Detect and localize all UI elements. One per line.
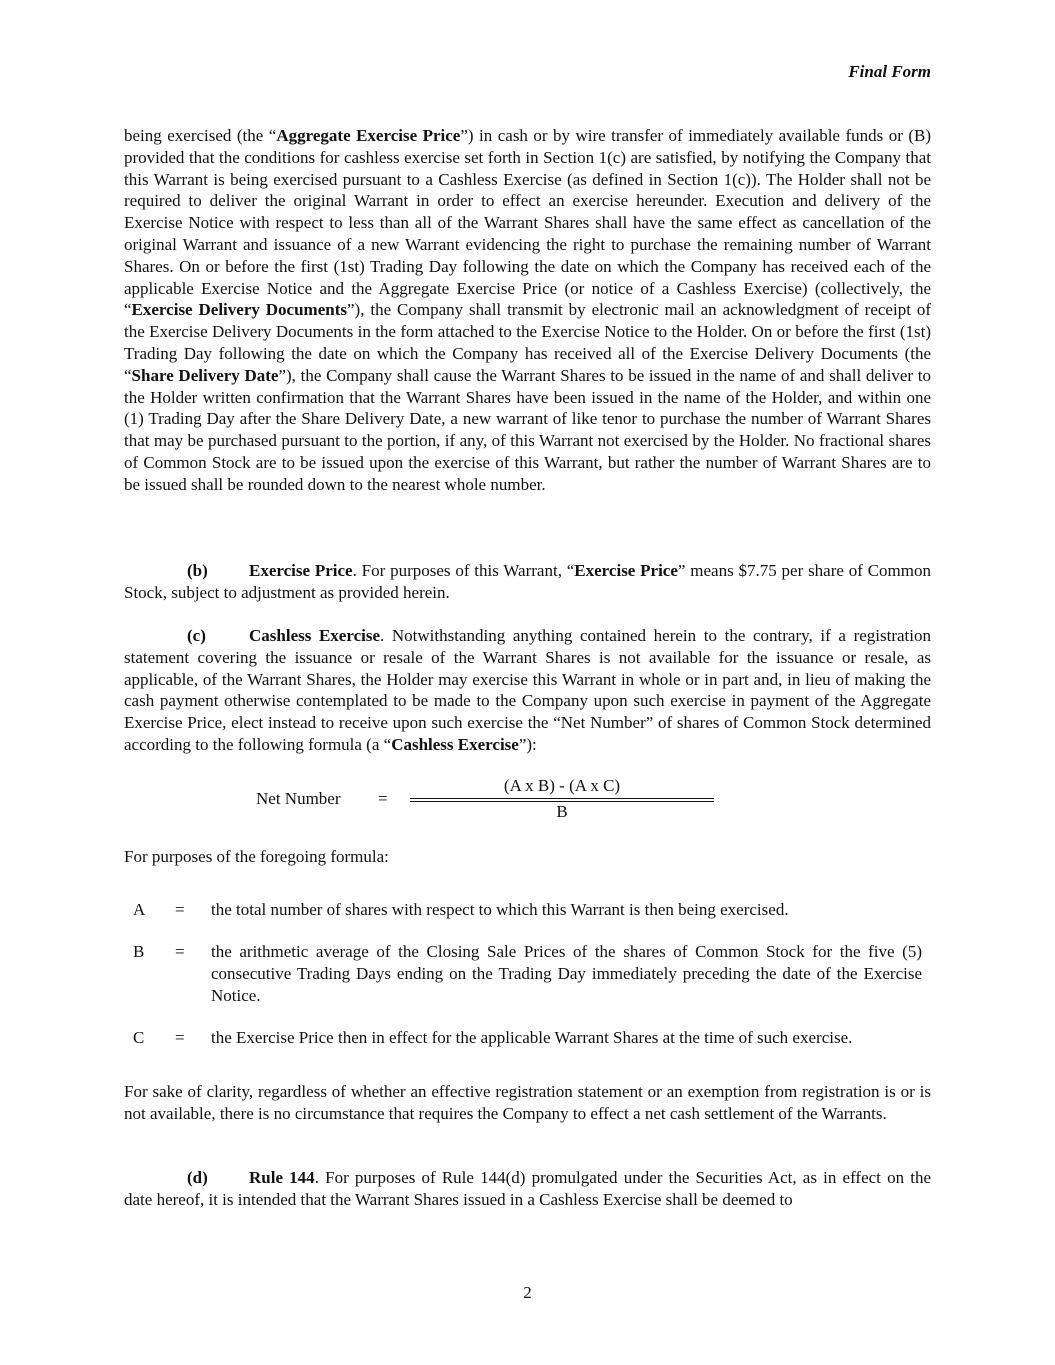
definition-equals: = xyxy=(175,1028,185,1047)
section-number: (b) xyxy=(187,561,208,580)
definition-variable: B xyxy=(133,942,145,961)
document-header: Final Form xyxy=(848,62,931,81)
formula-intro: For purposes of the foregoing formula: xyxy=(124,847,389,866)
page-number: 2 xyxy=(523,1283,532,1302)
formula-equals: = xyxy=(378,789,388,808)
formula-label: Net Number xyxy=(256,789,341,808)
section-heading: Exercise Price xyxy=(249,561,353,580)
formula-denominator: B xyxy=(556,802,568,821)
definition-text: the total number of shares with respect to which this Warrant is then being exercised. xyxy=(211,900,789,919)
definition-variable: A xyxy=(133,900,146,919)
section-heading: Rule 144 xyxy=(249,1168,315,1187)
definition-variable: C xyxy=(133,1028,145,1047)
paragraph-exercise-delivery: being exercised (the “Aggregate Exercise Price”) in cash or by wire transfer of immediately available funds or (B) provided that the conditions for cashless exercise set forth in Section 1(c) are satisfied, by notifying the Company that this Warrant is being exercised pursuant to a Cashless Exercise (as defined in Section 1(c)). The Holder shall not be required to deliver the original Warrant in order to effect an exercise hereunder. Execution and delivery of the Exercise Notice with respect to less than all of the Warrant Shares shall have the same effect as cancellation of the original Warrant and issuance of a new Warrant evidencing the right to purchase the remaining number of Warrant Shares. On or before the first (1st) Trading Day following the date on which the Company has received each of the applicable Exercise Notice and the Aggregate Exercise Price (or notice of a Cashless Exercise) (collectively, the “Exercise Delivery Documents”), the Company shall transmit by electronic mail an acknowledgment of receipt of the Exercise Delivery Documents in the form attached to the Exercise Notice to the Holder. On or before the first (1st) Trading Day following the date on which the Company has received all of the Exercise Delivery Documents (the “Share Delivery Date”), the Company shall cause the Warrant Shares to be issued in the name of and shall deliver to the Holder written confirmation that the Warrant Shares have been issued in the name of the Holder, and within one (1) Trading Day after the Share Delivery Date, a new warrant of like tenor to purchase the number of Warrant Shares that may be purchased pursuant to the portion, if any, of this Warrant not exercised by the Holder. No fractional shares of Common Stock are to be issued upon the exercise of this Warrant, but rather the number of Warrant Shares are to be issued shall be rounded down to the nearest whole number. xyxy=(124,126,931,494)
section-number: (c) xyxy=(187,626,206,645)
clarity-paragraph: For sake of clarity, regardless of whether an effective registration statement or an exemption from registration is or is not available, there is no circumstance that requires the Company to effect a net cash settlement of the Warrants. xyxy=(124,1082,931,1123)
definition-equals: = xyxy=(175,900,185,919)
definition-text: the arithmetic average of the Closing Sale Prices of the shares of Common Stock for the five (5) consecutive Trading Days ending on the Trading Day immediately preceding the date of the Exercise Notice. xyxy=(211,942,922,1005)
section-b-exercise-price: (b) Exercise Price. For purposes of this Warrant, “Exercise Price” means $7.75 per share of Common Stock, subject to adjustment as provided herein. xyxy=(124,561,932,602)
formula-numerator: (A x B) - (A x C) xyxy=(503,776,621,795)
net-number-formula xyxy=(0,776,1055,826)
definition-equals: = xyxy=(175,942,185,961)
section-number: (d) xyxy=(187,1168,208,1187)
section-d-rule-144: (d) Rule 144. For purposes of Rule 144(d) promulgated under the Securities Act, as in effect on the date hereof, it is intended that the Warrant Shares issued in a Cashless Exercise shall be deemed to xyxy=(124,1168,932,1209)
section-c-cashless-exercise: (c) Cashless Exercise. Notwithstanding anything contained herein to the contrary, if a registration statement covering the issuance or resale of the Warrant Shares is not available for the issuance or resale, as applicable, of the Warrant Shares, the Holder may exercise this Warrant in whole or in part and, in lieu of making the cash payment otherwise contemplated to be made to the Company upon such exercise in payment of the Aggregate Exercise Price, elect instead to receive upon such exercise the “Net Number” of shares of Common Stock determined according to the following formula (a “Cashless Exercise”): xyxy=(124,626,931,754)
fraction-bar xyxy=(410,798,714,799)
section-heading: Cashless Exercise xyxy=(249,626,381,645)
definition-text: the Exercise Price then in effect for the applicable Warrant Shares at the time of such exercise. xyxy=(211,1028,853,1047)
